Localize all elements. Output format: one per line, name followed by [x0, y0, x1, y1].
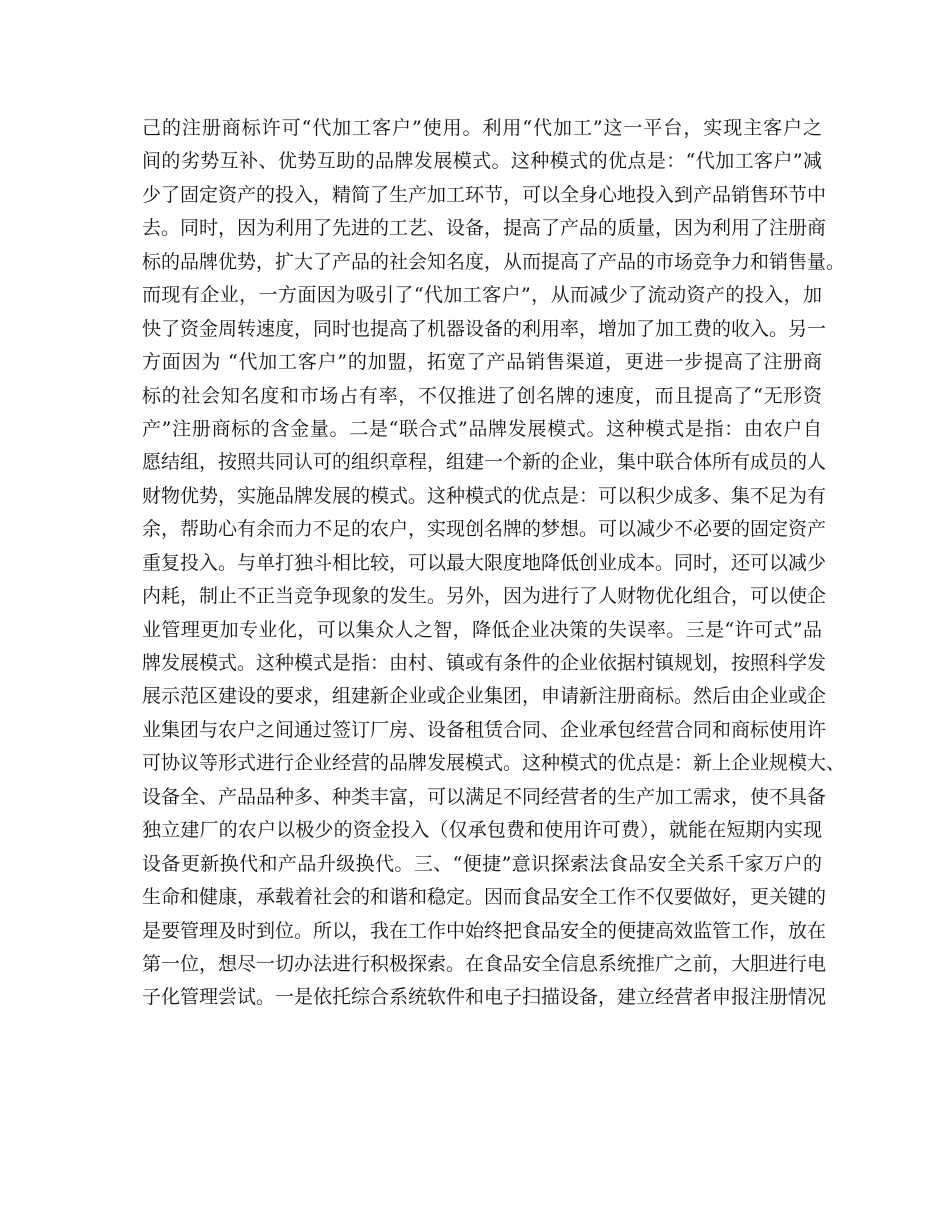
- body-text: [142, 112, 846, 1015]
- text-line: 间的劣势互补、优势互助的品牌发展模式。这种模式的优点是：“代加工客户”减: [142, 150, 822, 173]
- text-line: 去。同时，因为利用了先进的工艺、设备，提高了产品的质量，因为利用了注册商: [142, 217, 827, 240]
- text-line: 第一位，想尽一切办法进行积极探索。在食品安全信息系统推广之前，大胆进行电: [142, 952, 827, 975]
- text-line: 愿结组，按照共同认可的组织章程，组建一个新的企业，集中联合体所有成员的人: [142, 451, 827, 474]
- text-line: 标的社会知名度和市场占有率，不仅推进了创名牌的速度，而且提高了“无形资: [142, 384, 822, 407]
- text-line: 标的品牌优势，扩大了产品的社会知名度，从而提高了产品的市场竞争力和销售量。: [142, 250, 846, 273]
- text-line: 而现有企业，一方面因为吸引了“代加工客户”，从而减少了流动资产的投入，加: [142, 284, 822, 307]
- text-line: 少了固定资产的投入，精简了生产加工环节，可以全身心地投入到产品销售环节中: [142, 183, 827, 206]
- text-line: 设备全、产品品种多、种类丰富，可以满足不同经营者的生产加工需求，使不具备: [142, 785, 827, 808]
- text-line: 业集团与农户之间通过签订厂房、设备租赁合同、企业承包经营合同和商标使用许: [142, 718, 827, 741]
- text-line: 快了资金周转速度，同时也提高了机器设备的利用率，增加了加工费的收入。另一: [142, 317, 827, 340]
- text-line: 设备更新换代和产品升级换代。三、“便捷”意识探索法食品安全关系千家万户的: [142, 852, 822, 875]
- text-line: 财物优势，实施品牌发展的模式。这种模式的优点是：可以积少成多、集不足为有: [142, 484, 827, 507]
- text-line: 己的注册商标许可“代加工客户”使用。利用“代加工”这一平台，实现主客户之: [142, 117, 822, 139]
- text-line: 产”注册商标的含金量。二是“联合式”品牌发展模式。这种模式是指：由农户自: [142, 417, 822, 440]
- text-line: 子化管理尝试。一是依托综合系统软件和电子扫描设备，建立经营者申报注册情况: [142, 986, 827, 1009]
- text-line: 内耗，制止不正当竞争现象的发生。另外，因为进行了人财物优化组合，可以使企: [142, 585, 827, 608]
- text-line: 业管理更加专业化，可以集众人之智，降低企业决策的失误率。三是“许可式”品: [142, 618, 822, 641]
- text-line: 是要管理及时到位。所以，我在工作中始终把食品安全的便捷高效监管工作，放在: [142, 919, 827, 942]
- text-line: 重复投入。与单打独斗相比较，可以最大限度地降低创业成本。同时，还可以减少: [142, 551, 827, 574]
- text-line: 生命和健康，承载着社会的和谐和稳定。因而食品安全工作不仅要做好，更关键的: [142, 886, 827, 909]
- text-line: 方面因为 “代加工客户”的加盟，拓宽了产品销售渠道，更进一步提高了注册商: [142, 351, 822, 374]
- text-line: 余，帮助心有余而力不足的农户，实现创名牌的梦想。可以减少不必要的固定资产: [142, 518, 827, 541]
- text-line: 展示范区建设的要求，组建新企业或企业集团，申请新注册商标。然后由企业或企: [142, 685, 827, 708]
- text-line: 可协议等形式进行企业经营的品牌发展模式。这种模式的优点是：新上企业规模大、: [142, 752, 846, 775]
- text-line: 牌发展模式。这种模式是指：由村、镇或有条件的企业依据村镇规划，按照科学发: [142, 652, 827, 674]
- text-line: 独立建厂的农户以极少的资金投入（仅承包费和使用许可费），就能在短期内实现: [142, 819, 822, 842]
